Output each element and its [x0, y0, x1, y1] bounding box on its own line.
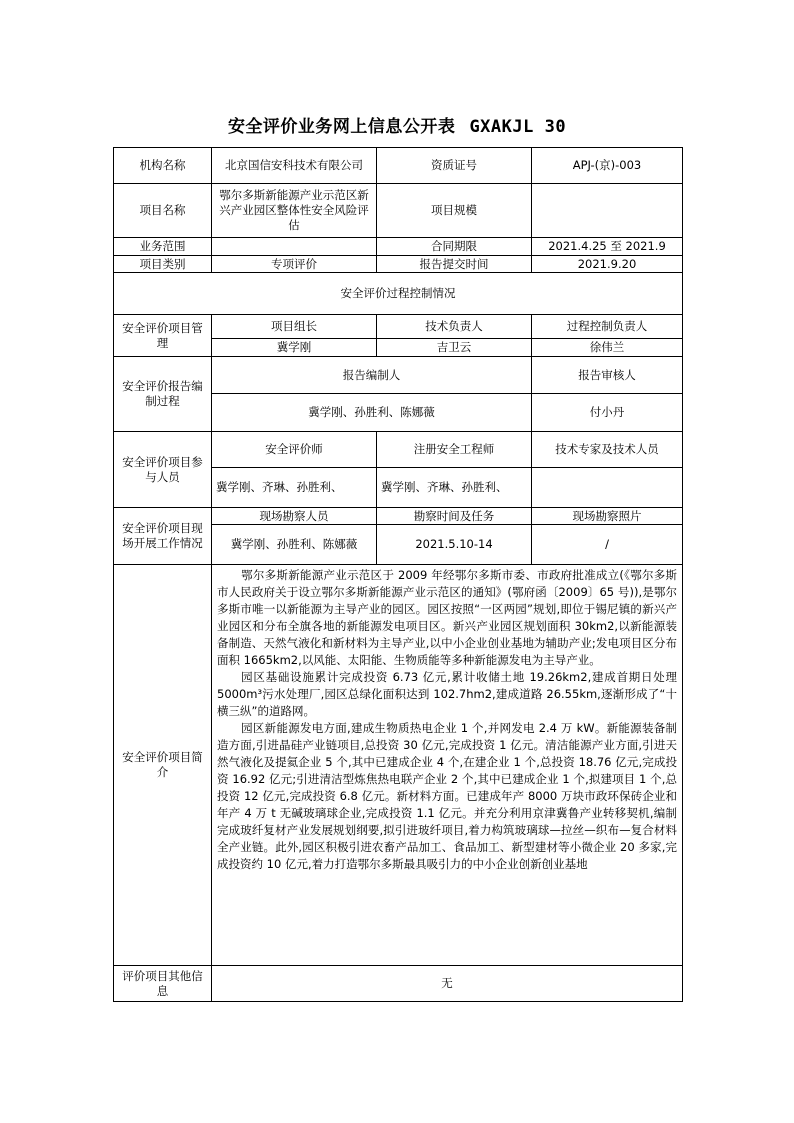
contract-value: 2021.4.25 至 2021.9	[532, 238, 683, 256]
project-label: 项目名称	[114, 184, 212, 238]
table-row	[114, 256, 683, 273]
control-label: 过程控制负责人	[532, 315, 683, 339]
experts-value	[532, 468, 683, 508]
other-label: 评价项目其他信息	[114, 966, 212, 1002]
title-text: 安全评价业务网上信息公开表	[227, 117, 456, 137]
report-label: 安全评价报告编制过程	[114, 357, 212, 432]
reviewer-value: 付小丹	[532, 394, 683, 432]
project-value: 鄂尔多斯新能源产业示范区新兴产业园区整体性安全风险评估	[212, 184, 377, 238]
table-row	[114, 565, 683, 966]
reviewer-label: 报告审核人	[532, 357, 683, 394]
table-row	[114, 432, 683, 468]
assessors-value: 冀学刚、齐琳、孙胜利、	[212, 468, 377, 508]
surveyors-value: 冀学刚、孙胜利、陈娜薇	[212, 525, 377, 565]
writers-value: 冀学刚、孙胜利、陈娜薇	[212, 394, 532, 432]
table-row	[114, 315, 683, 339]
table-row	[114, 148, 683, 184]
engineers-value: 冀学刚、齐琳、孙胜利、	[377, 468, 532, 508]
scale-label: 项目规模	[377, 184, 532, 238]
table-row	[114, 273, 683, 315]
leader-label: 项目组长	[212, 315, 377, 339]
table-row	[114, 238, 683, 256]
table-row	[114, 508, 683, 525]
scope-value	[212, 238, 377, 256]
process-header: 安全评价过程控制情况	[114, 273, 683, 315]
survey-time-label: 勘察时间及任务	[377, 508, 532, 525]
type-label: 项目类别	[114, 256, 212, 273]
tech-value: 吉卫云	[377, 339, 532, 357]
survey-time-value: 2021.5.10-14	[377, 525, 532, 565]
cert-value: APJ-(京)-003	[532, 148, 683, 184]
other-value: 无	[212, 966, 683, 1002]
table-row	[114, 357, 683, 394]
photo-label: 现场勘察照片	[532, 508, 683, 525]
cert-label: 资质证号	[377, 148, 532, 184]
leader-value: 冀学刚	[212, 339, 377, 357]
surveyor-label: 现场勘察人员	[212, 508, 377, 525]
control-value: 徐伟兰	[532, 339, 683, 357]
intro-paragraph-3: 园区新能源发电方面,建成生物质热电企业 1 个,并网发电 2.4 万 kW。新能源装备制造方面,引进晶硅产业链项目,总投资 30 亿元,完成投资 1 亿元。清洁能源产业方面,引进天然气液化及提氦企业 5 个,其中已建成企业 4 个,在建企业 1 个,总投资 18.76 亿元,完成投资 16.92 亿元;引进清洁型炼焦热电联产企业 2 个,其中已建成企业 1 个,拟建项目 1 个,总投资 12 亿元,完成投资 6.8 亿元。新材料方面。已建成年产 8000 万块市政环保砖企业和年产 4 万 t 无碱玻璃球企业,完成投资 1.1 亿元。并充分利用京津冀鲁产业转移契机,编制完成玻纤复材产业发展规划纲要,拟引进玻纤项目,着力构筑玻璃球—拉丝—织布—复合材料全产业链。此外,园区积极引进农畜产品加工、食品加工、新型建材等小微企业 20 多家,完成投资约 10 亿元,着力打造鄂尔多斯最具吸引力的中小企业创新创业基地	[217, 721, 677, 871]
table-row	[114, 966, 683, 1002]
assessor-label: 安全评价师	[212, 432, 377, 468]
org-label: 机构名称	[114, 148, 212, 184]
tech-label: 技术负责人	[377, 315, 532, 339]
intro-label: 安全评价项目简介	[114, 565, 212, 966]
contract-label: 合同期限	[377, 238, 532, 256]
intro-text	[212, 565, 683, 966]
intro-paragraph-2: 园区基础设施累计完成投资 6.73 亿元,累计收储土地 19.26km2,建成首期日处理 5000m³污水处理厂,园区总绿化面积达到 102.7hm2,建成道路 26.55km,逐渐形成了“十横三纵”的道路网。	[217, 670, 677, 718]
submit-value: 2021.9.20	[532, 256, 683, 273]
document-title	[0, 112, 794, 137]
disclosure-table	[113, 147, 683, 1002]
engineer-label: 注册安全工程师	[377, 432, 532, 468]
expert-label: 技术专家及技术人员	[532, 432, 683, 468]
writer-label: 报告编制人	[212, 357, 532, 394]
table-row	[114, 184, 683, 238]
submit-label: 报告提交时间	[377, 256, 532, 273]
staff-label: 安全评价项目参与人员	[114, 432, 212, 508]
type-value: 专项评价	[212, 256, 377, 273]
site-label: 安全评价项目现场开展工作情况	[114, 508, 212, 565]
intro-paragraph-1: 鄂尔多斯新能源产业示范区于 2009 年经鄂尔多斯市委、市政府批准成立(《鄂尔多斯市人民政府关于设立鄂尔多斯新能源产业示范区的通知》(鄂府函〔2009〕65 号)),是鄂尔多斯市唯一以新能源为主导产业的园区。园区按照“一区两园”规划,即位于锡尼镇的新兴产业园区和分布全旗各地的新能源发电项目区。新兴产业园区规划面积 30km2,以新能源装备制造、天然气液化和新材料为主导产业,以中小企业创业基地为辅助产业;发电项目区分布面积 1665km2,以风能、太阳能、生物质能等多种新能源发电为主导产业。	[217, 568, 677, 667]
document-code: GXAKJL 30	[469, 117, 567, 137]
scope-label: 业务范围	[114, 238, 212, 256]
mgmt-label: 安全评价项目管理	[114, 315, 212, 357]
org-value: 北京国信安科技术有限公司	[212, 148, 377, 184]
photo-value: /	[532, 525, 683, 565]
scale-value	[532, 184, 683, 238]
